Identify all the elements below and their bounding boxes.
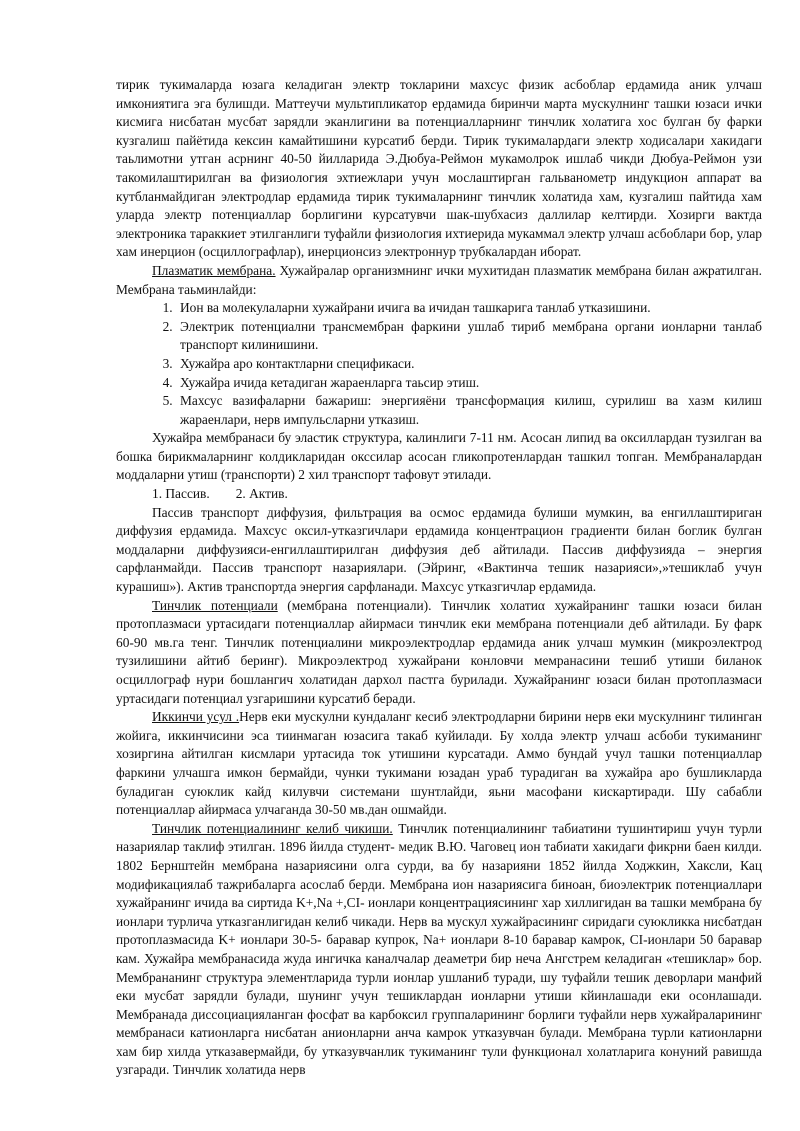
paragraph-potential-origin <box>116 820 762 1080</box>
list-item: 4. Хужайра ичида кетадиган жараенларга таьсир этиш. <box>176 374 762 393</box>
document-page <box>116 76 762 1080</box>
membrane-functions-list <box>116 299 762 429</box>
heading-potential-origin: Тинчлик потенциалининг келиб чикиши. <box>152 820 393 836</box>
transport-types <box>116 485 762 504</box>
second-method-text: Нерв еки мускулни кундаланг кесиб электродларни бирини нерв еки мускулнинг тилинган жойига, иккинчисини эса тиинмаган юзасига такаб куйилади. Бу холда электр улчаш асбоби тукиманинг хозиргина айтилган кисмлари уртасида ток утишини курсатади. Аммо бундай учул ташки потенциаллар фаркини улчашга имкон бермайди, чунки тукимани юзадан ураб турадиган ва хужайра аро бушликларда буладиган суюклик кайд килувчи системани шунтлайди, яьни масофани кискартиради. Шу сабабли потенциаллар айирмаса улчаганда 30-50 мв.дан ошмайди. <box>116 709 762 818</box>
membrane-intro-text: Хужайралар организмнинг ички мухитидан плазматик мембрана билан ажратилган. Мембрана таьминлайди: <box>116 262 762 297</box>
paragraph-resting-potential <box>116 597 762 709</box>
heading-second-method: Иккинчи усул . <box>152 709 240 725</box>
paragraph-membrane-intro <box>116 262 762 299</box>
list-item: 2. Электрик потенциални трансмембран фаркини ушлаб тириб мембрана органи ионларни танлаб транспорт килинишини. <box>176 318 762 355</box>
heading-plasma-membrane: Плазматик мембрана. <box>152 262 276 278</box>
paragraph-intro: тирик тукималарда юзага келадиган электр токларини махсус физик асбоблар ердамида аник улчаш имкониятига эга булишди. Маттеучи мультипликатор ердамида биринчи марта мускулнинг ташки юзаси ички кисмига нисбатан мусбат зарядли эканлигини ва потенциалларнинг тинчлик холатига хос булган бу фарки кузгалиш пайётида кексин камайтишини курсатиб берди. Тирик тукималардаги электр ходисалари хакидаги таьлимотни утган асрнинг 40-50 йилларида Э.Дюбуа-Реймон мукамолрок ишлаб чикди Дюбуа-Реймон узи такомилаштирилган ва физиология эхтиежлари учун мослаштирган гальванометр индукцион аппарат ва кутбланмайдиган электродлар ердамида тирик тукималарнинг тинчлик холатида хам, кузгалиш пайтида хам уларда электр потенциаллар борлигини курсатувчи шак-шубхасиз даллилар келтирди. Хозирги вактда электроника тараккиет этилганлиги туфайли физиология ихтиерида мукаммал электр улчаш асбоблари бор, улар хам инерцион (осциллографлар), инерционсиз электроннур трубкалардан иборат. <box>116 77 762 260</box>
transport-type-passive: 1. Пассив. <box>152 486 210 502</box>
paragraph-membrane-structure: Хужайра мембранаси бу эластик структура, калинлиги 7-11 нм. Асосан липид ва оксиллардан тузилган ва бошка бирикмаларнинг колдикларидан окссилар асосан гликопротенлардан ташкил топган. Мембраналардан моддаларни утиш (транспорти) 2 хил транспорт тафовут этилади. <box>116 430 762 483</box>
heading-resting-potential: Тинчлик потенциали <box>152 597 278 613</box>
paragraph-second-method <box>116 708 762 820</box>
list-item: 1. Ион ва молекулаларни хужайрани ичига ва ичидан ташкарига танлаб утказишини. <box>176 299 762 318</box>
list-item: 3. Хужайра аро контактларни спецификаси. <box>176 355 762 374</box>
resting-potential-text: (мембрана потенциали). Тинчлик холатиα хужайранинг ташки юзаси билан протоплазмаси уртасидаги потенциаллар айирмаси тинчлик еки мембрана потенциали деб айтилади. Бу фарк 60-90 мв.га тенг. Тинчлик потенциалини микроэлектродлар ердамида аник улчаш мумкин (микроэлектрод тузилишини айтиб беринг). Микроэлектрод хужайрани конловчи мемранасини тешиб утиши биланок осциллограф нури бошлангич холатидан дархол пастга бурилади. Хужайранинг юзаси билан протоплазмаси уртасидаги потенциал узгаришини курсатиб беради. <box>116 597 762 706</box>
paragraph-passive-transport: Пассив транспорт диффузия, фильтрация ва осмос ердамида булиши мумкин, ва енгиллаштириган диффузия ердамида. Махсус оксил-утказгичлари ердамида концентрацион градиенти билан боглик булган моддаларни диффузияси-енгиллаштирилган диффузия деб айтилади. Пассив диффузияда – энергия сарфланмайди. Пассив транспорт назариялари. (Эйринг, «Вактинча тешик назарияси»,»тешиклаб учун курашиш»). Актив транспортда энергия сарфланади. Махсус утказгичлар ердамида. <box>116 504 762 595</box>
list-item: 5. Махсус вазифаларни бажариш: энергияёни трансформация килиш, сурилиш ва хазм килиш жараенлари, нерв импульсларни утказиш. <box>176 392 762 429</box>
transport-type-active: 2. Актив. <box>235 486 288 502</box>
potential-origin-text: Тинчлик потенциалининг табиатини тушинтириш учун турли назариялар таклиф этилган. 1896 йилда студент- медик В.Ю. Чаговец ион табиати хакидаги фикрни баен килди. 1802 Бернштейн мембрана назариясини олга сурди, ва бу назарияни 1852 йилда Ходжкин, Хаксли, Кац модификациялаб тажрибаларга асослаб берди. Мембрана ион назариясига биноан, биоэлектрик потенциаллари хужайранинг ичида ва сиртида K+,Na +,CI- ионлари концентрациясининг хар хиллигидан ва ташки мембрана бу ионлари турлича утказганлигидан келиб чикади. Нерв ва мускул хужайрасининг сиридаги суюкликка нисбатдан протоплазмасида K+ ионлари 30-5- баравар купрок, Na+ ионлари 8-10 баравар камрок, CI-ионлари 50 баравар кам. Хужайра мембранасида жуда ингичка каналчалар деаметри бир неча Ангстрем келадиган «тешиклар» бор. Мембрананинг структура элементларида турли ионлар ушланиб туради, шу туфайли тешик деворлари манфий еки мусбат зарядли булади, шунинг учун тешиклардан ионларни утиши кйинлашади еки осонлашади. Мембранада диссоциацияланган фосфат ва карбоксил группаларининг борлиги туфайли нерв хужайраларининг мембранаси катионларга нисбатан анионларни анча камрок утказувчан булади. Мембрана турли катионларни хам бир хилда утказавермайди, бу утказувчанлик тукиманинг тули функционал холатларига конуний равишда узгаради. Тинчлик холатида нерв <box>116 820 762 1078</box>
